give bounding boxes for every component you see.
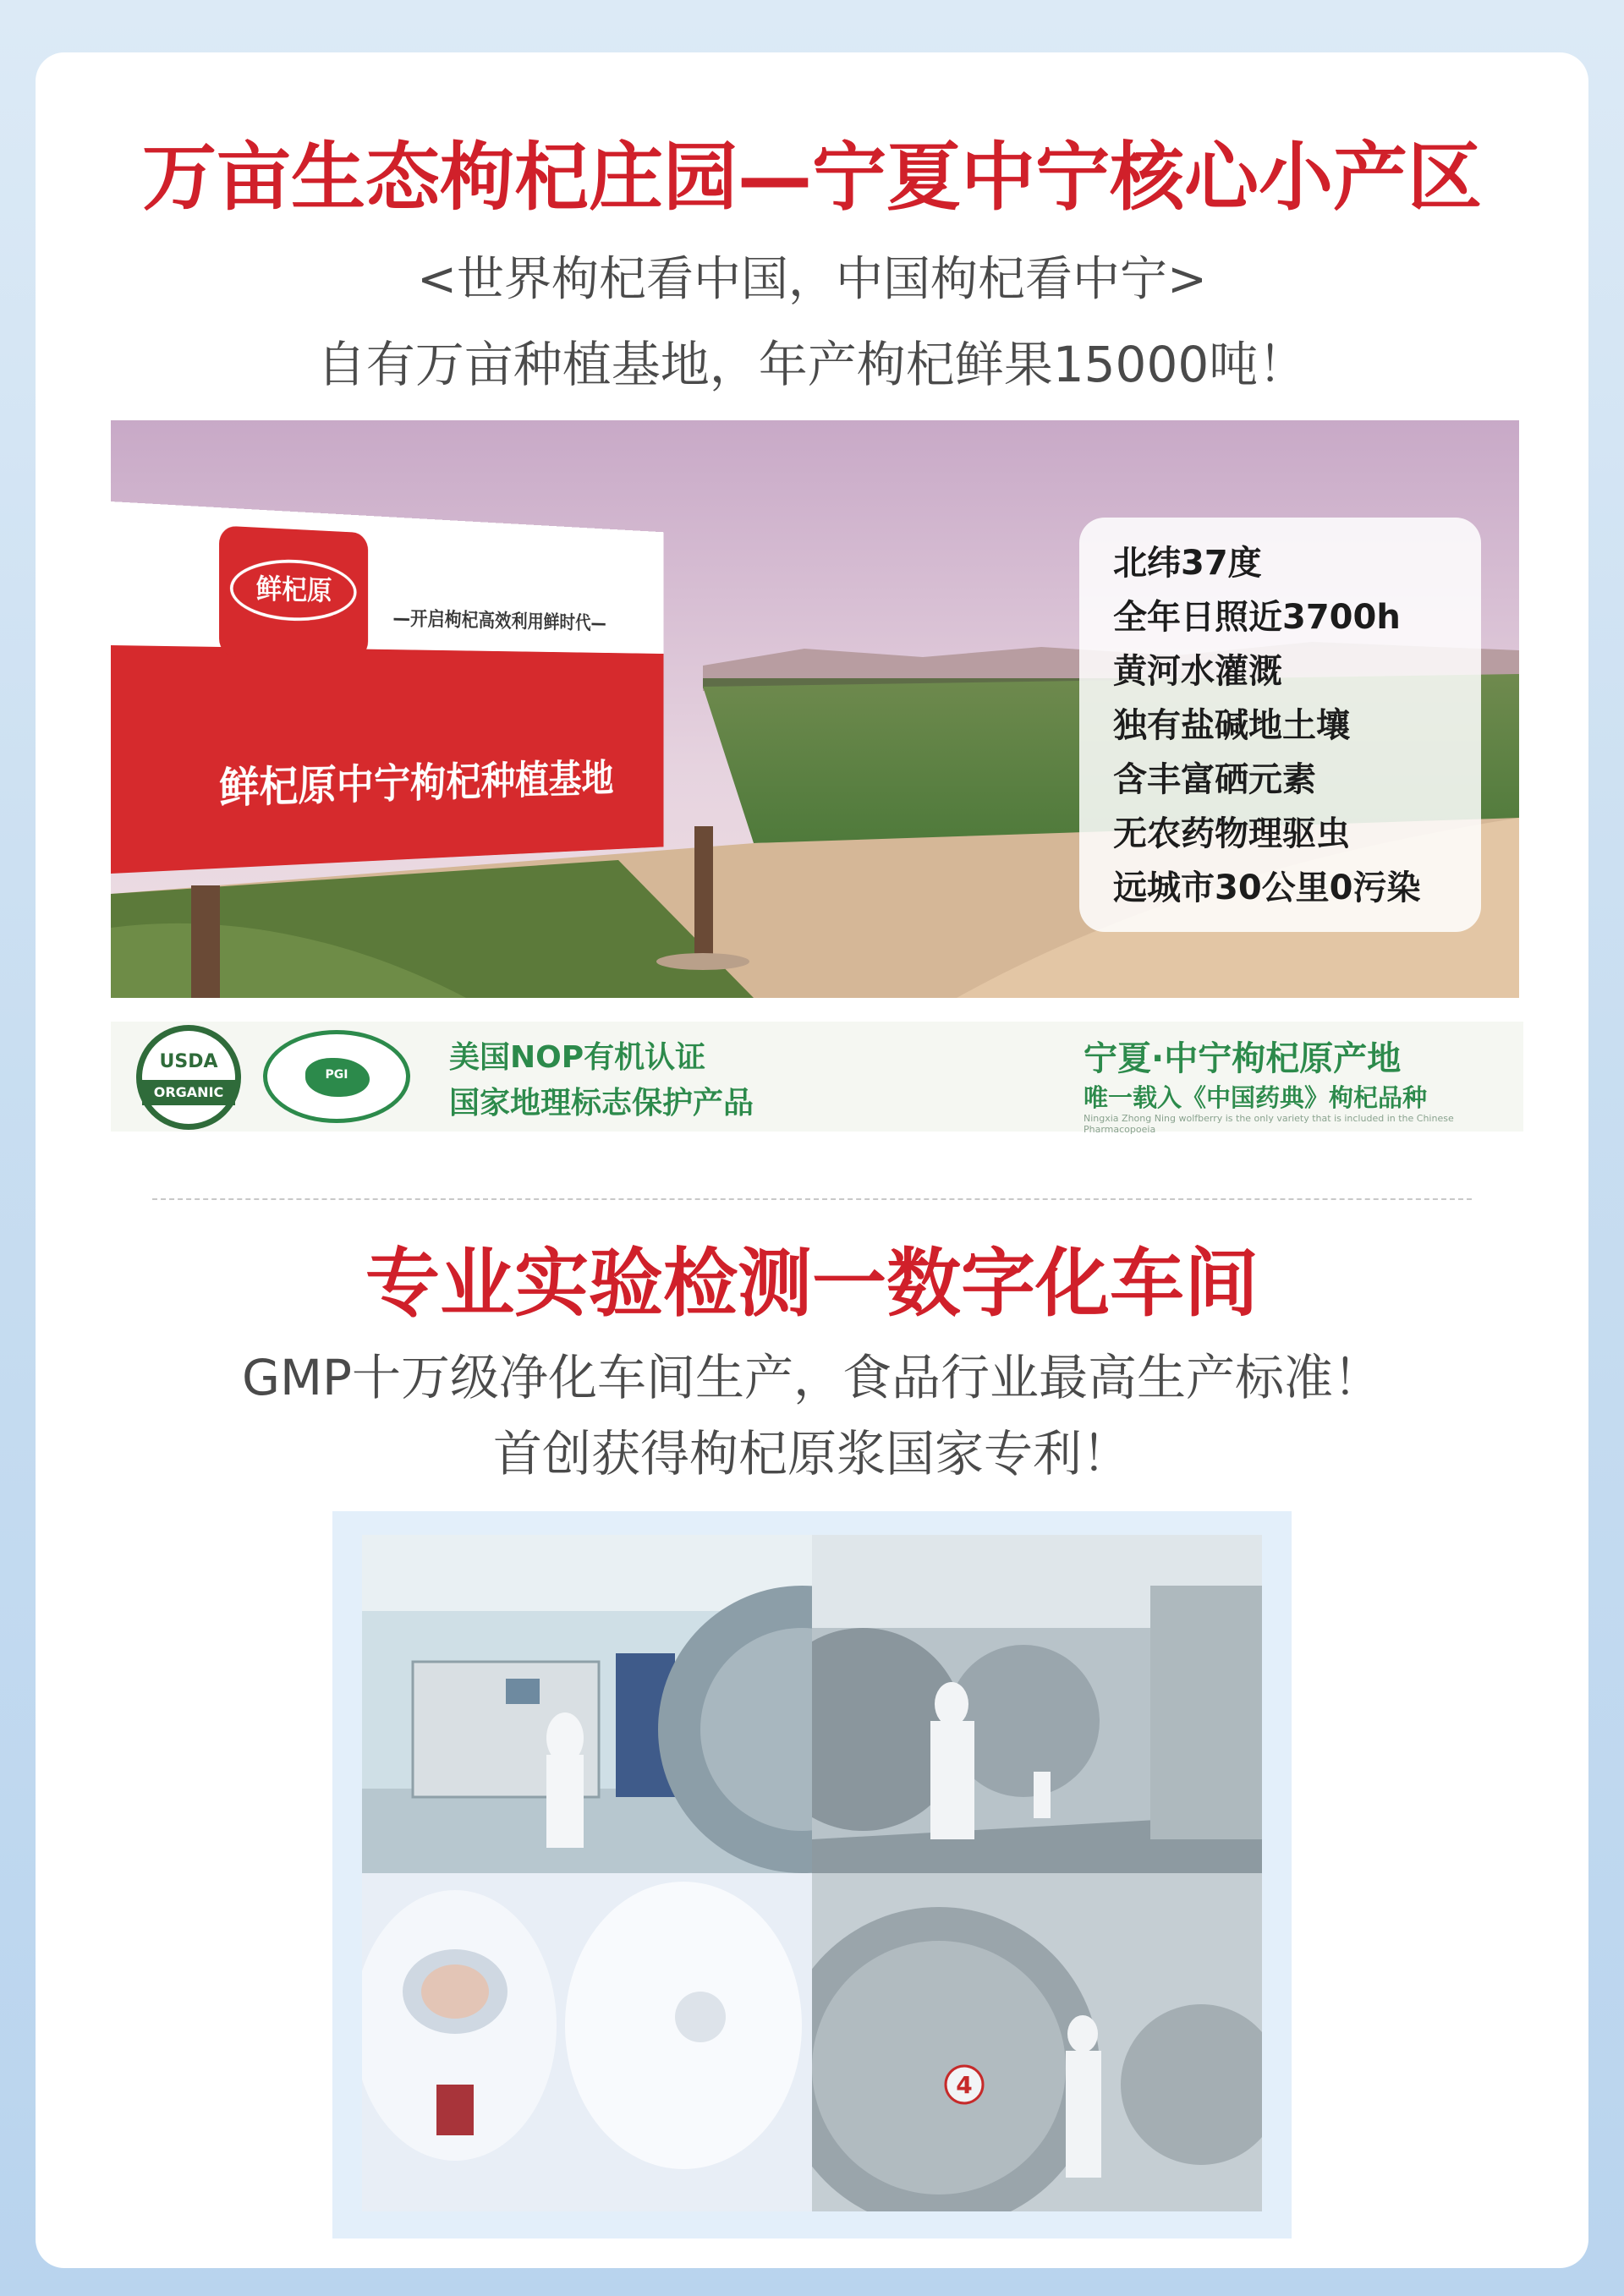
factory-photo-lab-inspection <box>362 1873 812 2211</box>
billboard-main-text: 鲜杞原中宁枸杞种植基地 <box>219 757 614 814</box>
section2-title: 专业实验检测一数字化车间 <box>365 1240 1259 1327</box>
section-divider <box>152 1198 1472 1200</box>
brand-logo-text: 鲜杞原 <box>230 557 357 622</box>
billboard <box>111 501 663 899</box>
fact-item: 独有盐碱地土壤 <box>1113 706 1350 745</box>
fact-item: 北纬37度 <box>1113 544 1262 583</box>
facts-list <box>1079 518 1481 915</box>
nop-certification-text: 美国NOP有机认证 <box>449 1040 706 1075</box>
section1-title: 万亩生态枸杞庄园—宁夏中宁核心小产区 <box>141 134 1482 221</box>
brand-logo <box>219 525 368 658</box>
fact-item: 全年日照近3700h <box>1113 598 1401 637</box>
origin-title: 宁夏·中宁枸杞原产地 <box>1084 1039 1402 1078</box>
section2-subtitle-2: 首创获得枸杞原浆国家专利！ <box>492 1425 1131 1482</box>
section1-subtitle-2: 自有万亩种植基地，年产枸杞鲜果15000吨！ <box>316 336 1308 393</box>
tank-number: 4 <box>956 2071 973 2099</box>
fact-item: 无农药物理驱虫 <box>1113 814 1350 853</box>
certification-strip <box>111 1022 1523 1135</box>
facts-panel <box>1079 518 1481 932</box>
usda-organic-seal <box>136 1025 241 1130</box>
factory-photo-tank-hall <box>812 1535 1262 1873</box>
pgi-seal-text: PGI <box>325 1068 348 1082</box>
billboard-slogan: —开启枸杞高效利用鲜时代— <box>392 606 606 634</box>
section2-subtitle-1: GMP十万级净化车间生产，食品行业最高生产标准！ <box>242 1349 1382 1406</box>
factory-photo-vacuum-tank <box>812 1873 1262 2211</box>
factory-photo-frame <box>332 1511 1292 2238</box>
factory-photo-grid <box>362 1535 1262 2211</box>
pharmacopoeia-english-text: Ningxia Zhong Ning wolfberry is the only variety that is included in the Chinese Pharmacopoeia <box>1084 1113 1454 1135</box>
pharmacopoeia-text: 唯一载入《中国药典》枸杞品种 <box>1084 1083 1428 1112</box>
fact-item: 远城市30公里0污染 <box>1113 869 1421 907</box>
factory-photo-machine-room <box>362 1535 812 1873</box>
section1-subtitle-1: <世界枸杞看中国，中国枸杞看中宁> <box>417 252 1207 307</box>
usda-seal-text: USDA <box>159 1051 218 1072</box>
pgi-seal <box>263 1030 410 1123</box>
fact-item: 黄河水灌溉 <box>1113 652 1282 691</box>
fact-item: 含丰富硒元素 <box>1113 760 1316 799</box>
farm-photo <box>111 420 1519 998</box>
usda-seal-band: ORGANIC <box>142 1080 235 1105</box>
geo-indication-text: 国家地理标志保护产品 <box>449 1086 754 1121</box>
